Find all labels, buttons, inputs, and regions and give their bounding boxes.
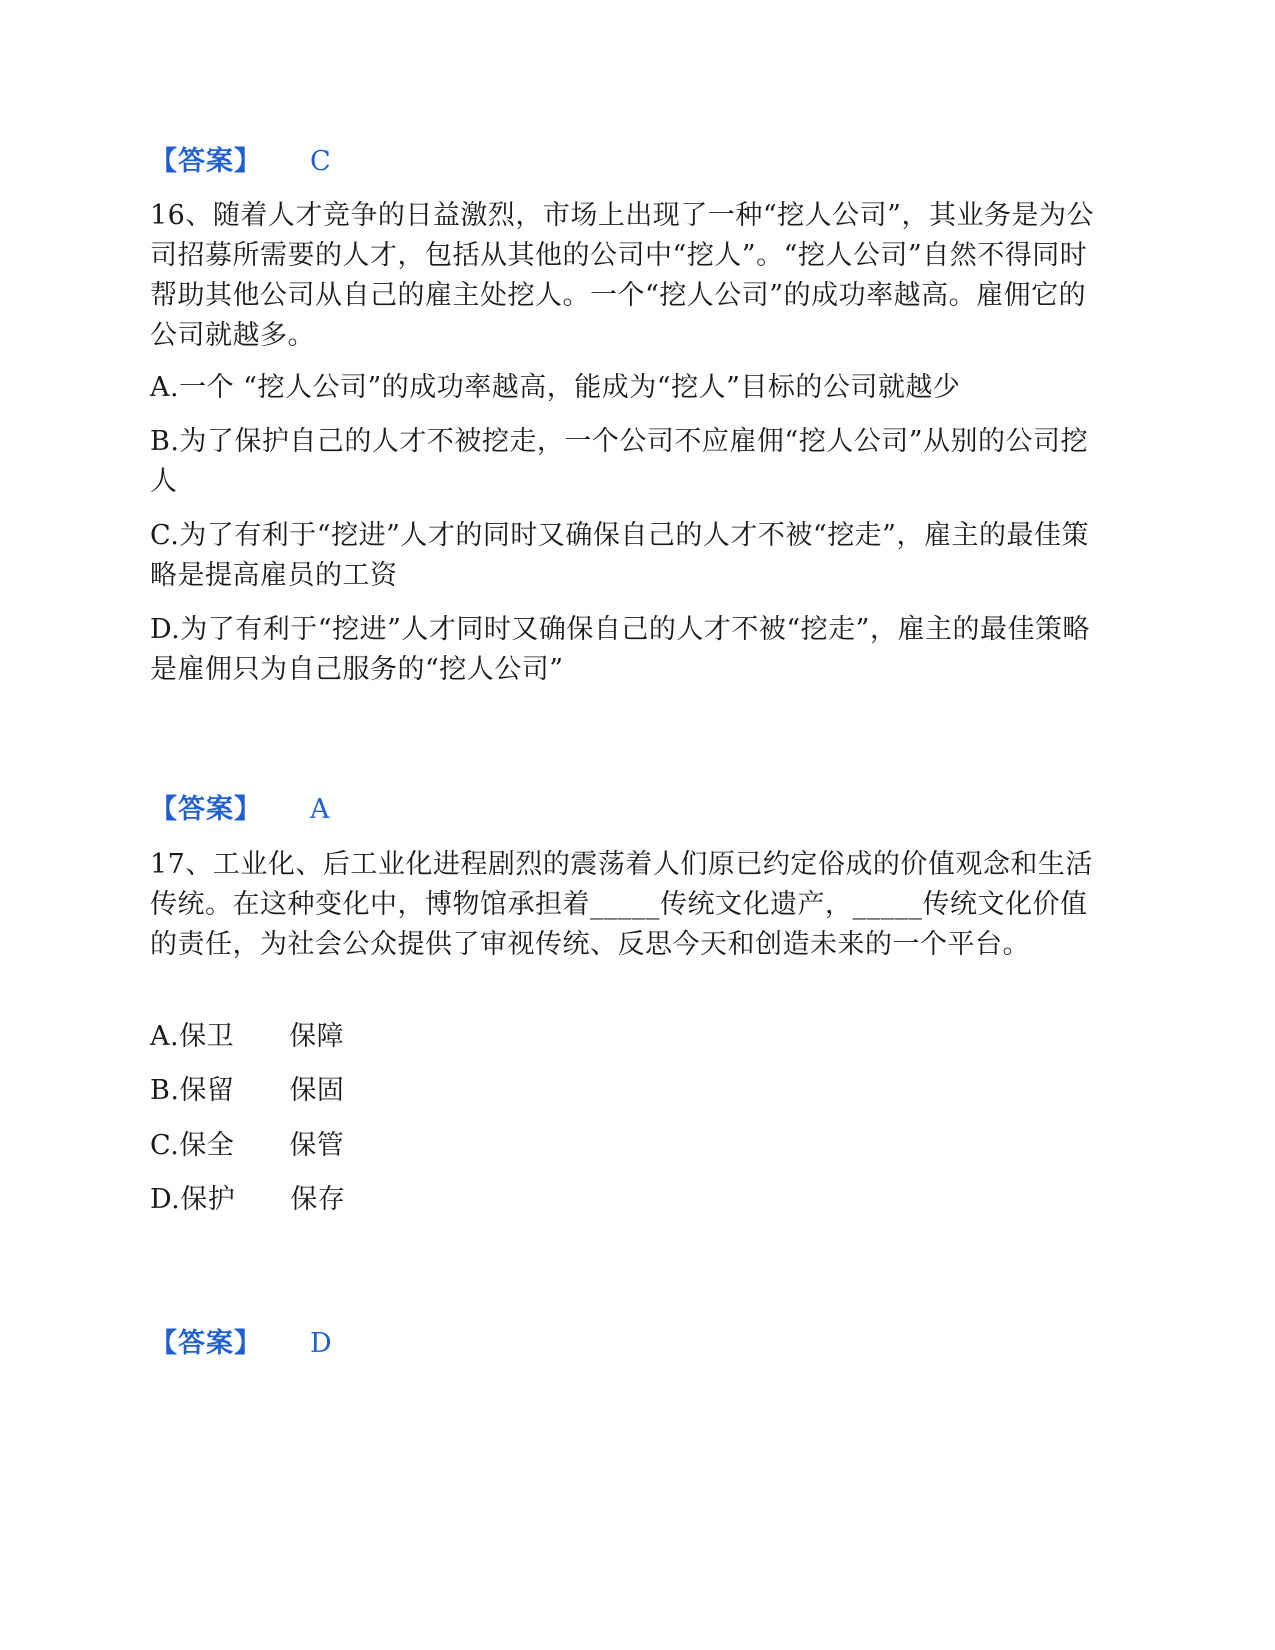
answer-line-15 — [150, 142, 331, 182]
question-17-option-a: A.保卫 保障 — [150, 1021, 345, 1052]
answer-line-16 — [150, 790, 330, 830]
question-16-option-a: A.一个 “挖人公司”的成功率越高，能成为“挖人”目标的公司就越少 — [150, 372, 961, 403]
question-16-option-d: D.为了有利于“挖进”人才同时又确保自己的人才不被“挖走”，雇主的最佳策略是雇佣只为自己服务的“挖人公司” — [150, 614, 1090, 685]
answer-label: 【答案】 — [150, 1328, 262, 1359]
question-16-text: 16、随着人才竞争的日益激烈，市场上出现了一种“挖人公司”，其业务是为公司招募所需要的人才，包括从其他的公司中“挖人”。“挖人公司”自然不得同时帮助其他公司从自己的雇主处挖人。一个“挖人公司”的成功率越高。雇佣它的公司就越多。 — [150, 200, 1094, 351]
answer-value: A — [310, 794, 330, 825]
answer-label: 【答案】 — [150, 794, 262, 825]
question-17-text: 17、工业化、后工业化进程剧烈的震荡着人们原已约定俗成的价值观念和生活传统。在这种变化中，博物馆承担着_____传统文化遗产，_____传统文化价值的责任，为社会公众提供了审视传统、反思今天和创造未来的一个平台。 — [150, 849, 1093, 960]
answer-value: D — [310, 1328, 332, 1359]
question-17-option-c: C.保全 保管 — [150, 1130, 345, 1161]
answer-label: 【答案】 — [150, 146, 262, 177]
question-17-option-b: B.保留 保固 — [150, 1075, 345, 1106]
question-17-option-d: D.保护 保存 — [150, 1184, 346, 1215]
question-16-option-c: C.为了有利于“挖进”人才的同时又确保自己的人才不被“挖走”，雇主的最佳策略是提高雇员的工资 — [150, 520, 1089, 591]
answer-line-17 — [150, 1324, 332, 1364]
question-16-option-b: B.为了保护自己的人才不被挖走，一个公司不应雇佣“挖人公司”从别的公司挖人 — [150, 426, 1089, 497]
answer-value: C — [310, 146, 331, 177]
